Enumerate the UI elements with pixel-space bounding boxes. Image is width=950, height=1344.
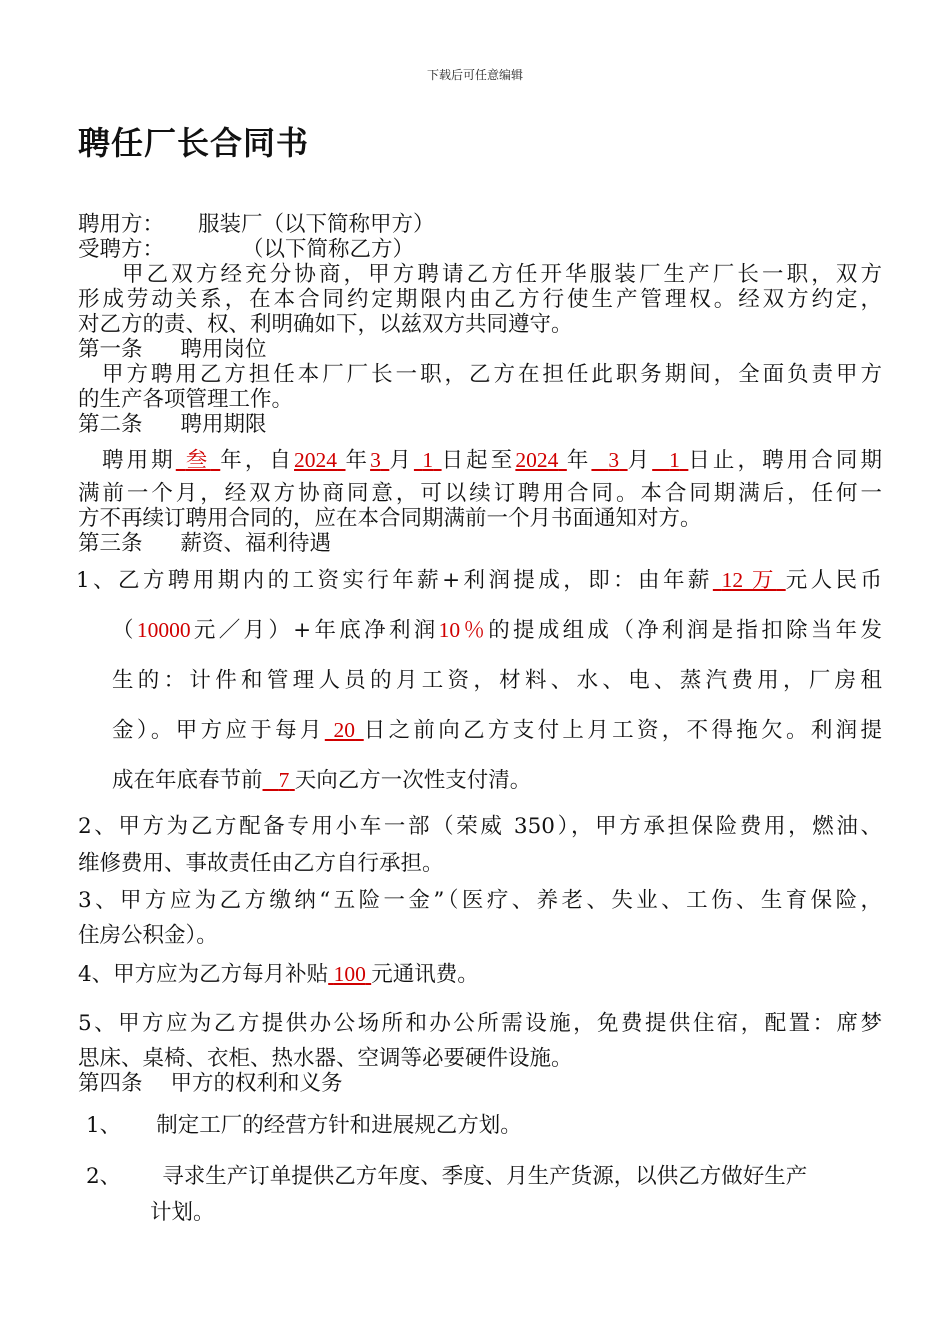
article3-title: 薪资、福利待遇 bbox=[180, 531, 332, 556]
article3-heading bbox=[78, 531, 882, 556]
article2-heading bbox=[78, 412, 882, 437]
start-day: 1 bbox=[422, 448, 434, 472]
article2-title: 聘用期限 bbox=[180, 412, 267, 437]
annual-salary: 12 万 bbox=[721, 568, 777, 592]
header-note: 下载后可任意编辑 bbox=[426, 68, 523, 82]
article3-item1-line5 bbox=[112, 768, 882, 793]
item1-prefix: 1、乙方聘用期内的工资实行年薪+利润提成，即：由年薪 bbox=[76, 568, 713, 593]
profit-percent: 10％ bbox=[438, 618, 489, 642]
end-day: 1 bbox=[669, 448, 680, 472]
article3-item3-line1: 3、甲方应为乙方缴纳“五险一金”（医疗、养老、失业、工伤、生育保险， bbox=[78, 888, 882, 913]
article1-number: 第一条 bbox=[78, 337, 143, 362]
article1-title: 聘用岗位 bbox=[180, 337, 267, 362]
monthly-salary: 10000 bbox=[136, 618, 191, 642]
term-text-year: 年 bbox=[345, 448, 371, 473]
term-text-year-2: 年 bbox=[566, 448, 592, 473]
party-a-label: 聘用方： bbox=[78, 212, 165, 237]
article3-item2-line1: 2、甲方为乙方配备专用小车一部（荣威 350），甲方承担保险费用，燃油、 bbox=[78, 814, 882, 839]
article4-title: 甲方的权利和义务 bbox=[170, 1071, 343, 1096]
item4-suffix: 元通讯费。 bbox=[371, 962, 479, 987]
article3-item1-line3: 生的：计件和管理人员的月工资，材料、水、电、蒸汽费用，厂房租 bbox=[112, 668, 882, 693]
intro-line-3: 对乙方的责、权、利明确如下，以兹双方共同遵守。 bbox=[78, 312, 573, 337]
item1-open: （ bbox=[112, 618, 137, 643]
party-b-label: 受聘方： bbox=[78, 237, 165, 262]
article1-line-2: 的生产各项管理工作。 bbox=[78, 387, 294, 412]
article2-line-3: 方不再续订聘用合同的，应在本合同期满前一个月书面通知对方。 bbox=[78, 506, 702, 531]
item4-prefix: 4、甲方应为乙方每月补贴 bbox=[78, 962, 329, 987]
article2-term-line bbox=[78, 447, 882, 474]
end-month: 3 bbox=[608, 448, 620, 472]
party-a-value: 服装厂（以下简称甲方） bbox=[198, 212, 435, 237]
article3-item2-line2: 维修费用、事故责任由乙方自行承担。 bbox=[78, 851, 444, 876]
comm-allowance: 100 bbox=[333, 962, 366, 986]
article4-item2-line2: 计划。 bbox=[150, 1200, 215, 1225]
article4-number: 第四条 bbox=[78, 1071, 143, 1096]
term-text-end: 日止，聘用合同期 bbox=[688, 448, 882, 473]
term-text-month: 月 bbox=[389, 448, 414, 473]
intro-line-2: 形成劳动关系，在本合同约定期限内由乙方行使生产管理权。经双方约定， bbox=[78, 287, 882, 312]
document-body bbox=[78, 212, 882, 1225]
term-text-month-2: 月 bbox=[627, 448, 653, 473]
party-b-value: （以下简称乙方） bbox=[242, 237, 415, 262]
article3-item4 bbox=[78, 962, 882, 987]
party-a-line bbox=[78, 212, 882, 237]
document-title: 聘任厂长合同书 bbox=[78, 124, 310, 162]
article3-item1-line1 bbox=[76, 568, 882, 593]
start-month: 3 bbox=[370, 448, 381, 472]
item1-suffix: 元人民币 bbox=[785, 568, 882, 593]
intro-line-1: 甲乙双方经充分协商，甲方聘请乙方任开华服装厂生产厂长一职，双方 bbox=[122, 262, 882, 287]
article3-item5-line2: 思床、桌椅、衣柜、热水器、空调等必要硬件设施。 bbox=[78, 1046, 573, 1071]
article3-number: 第三条 bbox=[78, 531, 143, 556]
article4-item1-num: 1、 bbox=[86, 1113, 122, 1138]
item1-mid: 元／月）+年底净利润 bbox=[190, 618, 439, 643]
term-text-to: 日起至 bbox=[441, 448, 516, 473]
term-prefix: 聘用期 bbox=[102, 448, 176, 473]
term-text-from: 年，自 bbox=[220, 448, 295, 473]
article2-number: 第二条 bbox=[78, 412, 143, 437]
article3-item1-line4 bbox=[112, 718, 882, 743]
pay-day: 20 bbox=[333, 718, 356, 742]
article4-item1-text: 制定工厂的经营方针和进展规乙方划。 bbox=[156, 1113, 522, 1138]
item1-l4-prefix: 金）。甲方应于每月 bbox=[112, 718, 325, 743]
article2-line-2: 满前一个月，经双方协商同意，可以续订聘用合同。本合同期满后，任何一 bbox=[78, 481, 882, 506]
item1-l5-prefix: 成在年底春节前 bbox=[112, 768, 263, 793]
article4-item2-num: 2、 bbox=[86, 1164, 122, 1189]
article1-line-1: 甲方聘用乙方担任本厂厂长一职，乙方在担任此职务期间，全面负责甲方 bbox=[102, 362, 882, 387]
party-b-line bbox=[78, 237, 882, 262]
end-year: 2024 bbox=[515, 448, 559, 472]
item1-l2-suffix: 的提成组成（净利润是指扣除当年发 bbox=[488, 618, 882, 643]
article4-item1 bbox=[86, 1113, 882, 1138]
article3-item5-line1: 5、甲方应为乙方提供办公场所和办公所需设施，免费提供住宿，配置：席梦 bbox=[78, 1011, 882, 1036]
days-before: 7 bbox=[278, 768, 290, 792]
article4-heading bbox=[78, 1071, 882, 1096]
article1-heading bbox=[78, 337, 882, 362]
term-years: 叁 bbox=[185, 448, 211, 473]
article3-item1-line2 bbox=[112, 618, 882, 643]
article3-item3-line2: 住房公积金）。 bbox=[78, 923, 218, 948]
item1-l4-suffix: 日之前向乙方支付上月工资，不得拖欠。利润提 bbox=[363, 718, 882, 743]
item1-l5-suffix: 天向乙方一次性支付清。 bbox=[294, 768, 532, 793]
article4-item2 bbox=[86, 1164, 882, 1189]
article4-item2-text: 寻求生产订单提供乙方年度、季度、月生产货源，以供乙方做好生产 bbox=[162, 1164, 808, 1189]
start-year: 2024 bbox=[294, 448, 338, 472]
